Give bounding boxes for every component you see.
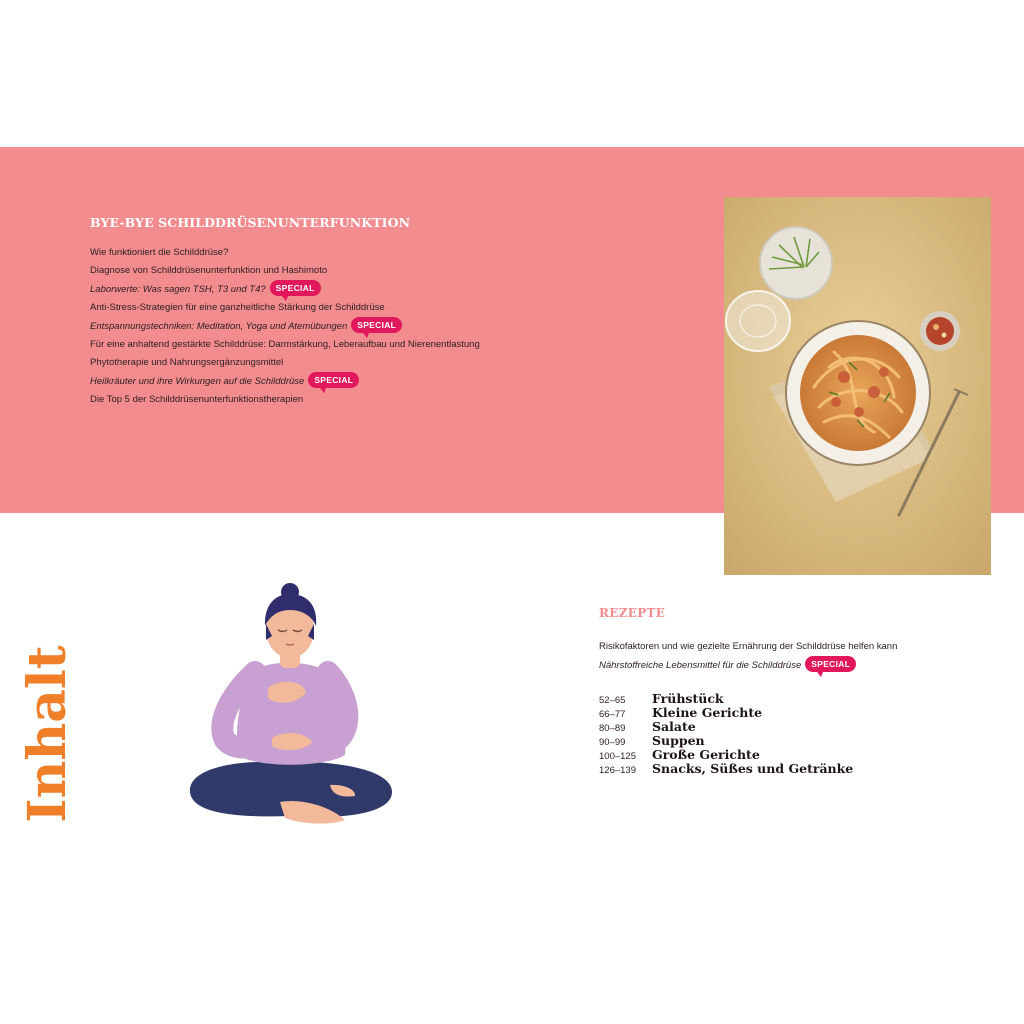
recipe-chapter-row[interactable] (599, 761, 979, 775)
chapter-name: Snacks, Süßes und Getränke (652, 761, 854, 776)
toc-item[interactable] (90, 317, 490, 336)
toc-item[interactable] (90, 299, 490, 317)
special-badge: SPECIAL (805, 656, 856, 672)
chapter-name: Salate (652, 719, 696, 734)
meditating-woman-illustration (180, 580, 400, 835)
toc-item[interactable] (599, 656, 999, 675)
vertical-title-box (17, 645, 78, 823)
toc-item[interactable] (90, 262, 490, 280)
page-range: 90–99 (599, 737, 626, 748)
recipe-chapter-row[interactable] (599, 705, 979, 719)
toc-item-text: Anti-Stress-Strategien für eine ganzheitliche Stärkung der Schilddrüse (90, 302, 385, 313)
recipe-chapter-row[interactable] (599, 747, 979, 761)
special-badge: SPECIAL (270, 280, 321, 296)
chapter-name: Frühstück (652, 691, 724, 706)
chapter-name: Kleine Gerichte (652, 705, 763, 720)
toc-item-text: Heilkräuter und ihre Wirkungen auf die Schilddrüse (90, 376, 305, 387)
toc-item[interactable] (90, 372, 490, 391)
toc-item[interactable] (90, 244, 490, 262)
toc-item[interactable] (90, 280, 490, 299)
toc-item-text: Wie funktioniert die Schilddrüse? (90, 247, 229, 258)
toc-list-rezepte (599, 638, 999, 675)
page-range: 80–89 (599, 723, 626, 734)
page-range: 66–77 (599, 709, 626, 720)
special-badge: SPECIAL (308, 372, 359, 388)
recipe-chapter-row[interactable] (599, 691, 979, 705)
recipe-chapter-row[interactable] (599, 733, 979, 747)
chapter-name: Suppen (652, 733, 705, 748)
section-title-bye-bye: BYE-BYE SCHILDDRÜSENUNTERFUNKTION (90, 215, 411, 230)
toc-list-bye-bye (90, 244, 490, 409)
page-range: 100–125 (599, 751, 636, 762)
toc-item[interactable] (90, 354, 490, 372)
meditation-illustration (180, 580, 400, 835)
toc-item[interactable] (90, 336, 490, 354)
toc-item-text: Nährstoffreiche Lebensmittel für die Schilddrüse (599, 660, 802, 671)
page-range: 52–65 (599, 695, 626, 706)
toc-item-text: Diagnose von Schilddrüsenunterfunktion und Hashimoto (90, 265, 328, 276)
recipe-chapter-row[interactable] (599, 719, 979, 733)
pasta-photo-illustration (724, 197, 991, 575)
toc-item-text: Für eine anhaltend gestärkte Schilddrüse: Darmstärkung, Leberaufbau und Nierenentlastung (90, 339, 480, 350)
section-title-rezepte: REZEPTE (599, 606, 666, 620)
vertical-title-inhalt: Inhalt (17, 645, 78, 823)
toc-item-text: Laborwerte: Was sagen TSH, T3 und T4? (90, 284, 266, 295)
toc-item-text: Phytotherapie und Nahrungsergänzungsmittel (90, 357, 284, 368)
toc-item-text: Entspannungstechniken: Meditation, Yoga und Atemübungen (90, 321, 348, 332)
chapter-name: Große Gerichte (652, 747, 760, 762)
special-badge: SPECIAL (351, 317, 402, 333)
toc-item-text: Risikofaktoren und wie gezielte Ernährung der Schilddrüse helfen kann (599, 641, 898, 652)
page-range: 126–139 (599, 765, 636, 776)
toc-item[interactable] (599, 638, 999, 656)
pasta-photo (724, 197, 991, 575)
toc-item-text: Die Top 5 der Schilddrüsenunterfunktionstherapien (90, 394, 304, 405)
recipe-chapter-list (599, 691, 979, 775)
toc-item[interactable] (90, 391, 490, 409)
